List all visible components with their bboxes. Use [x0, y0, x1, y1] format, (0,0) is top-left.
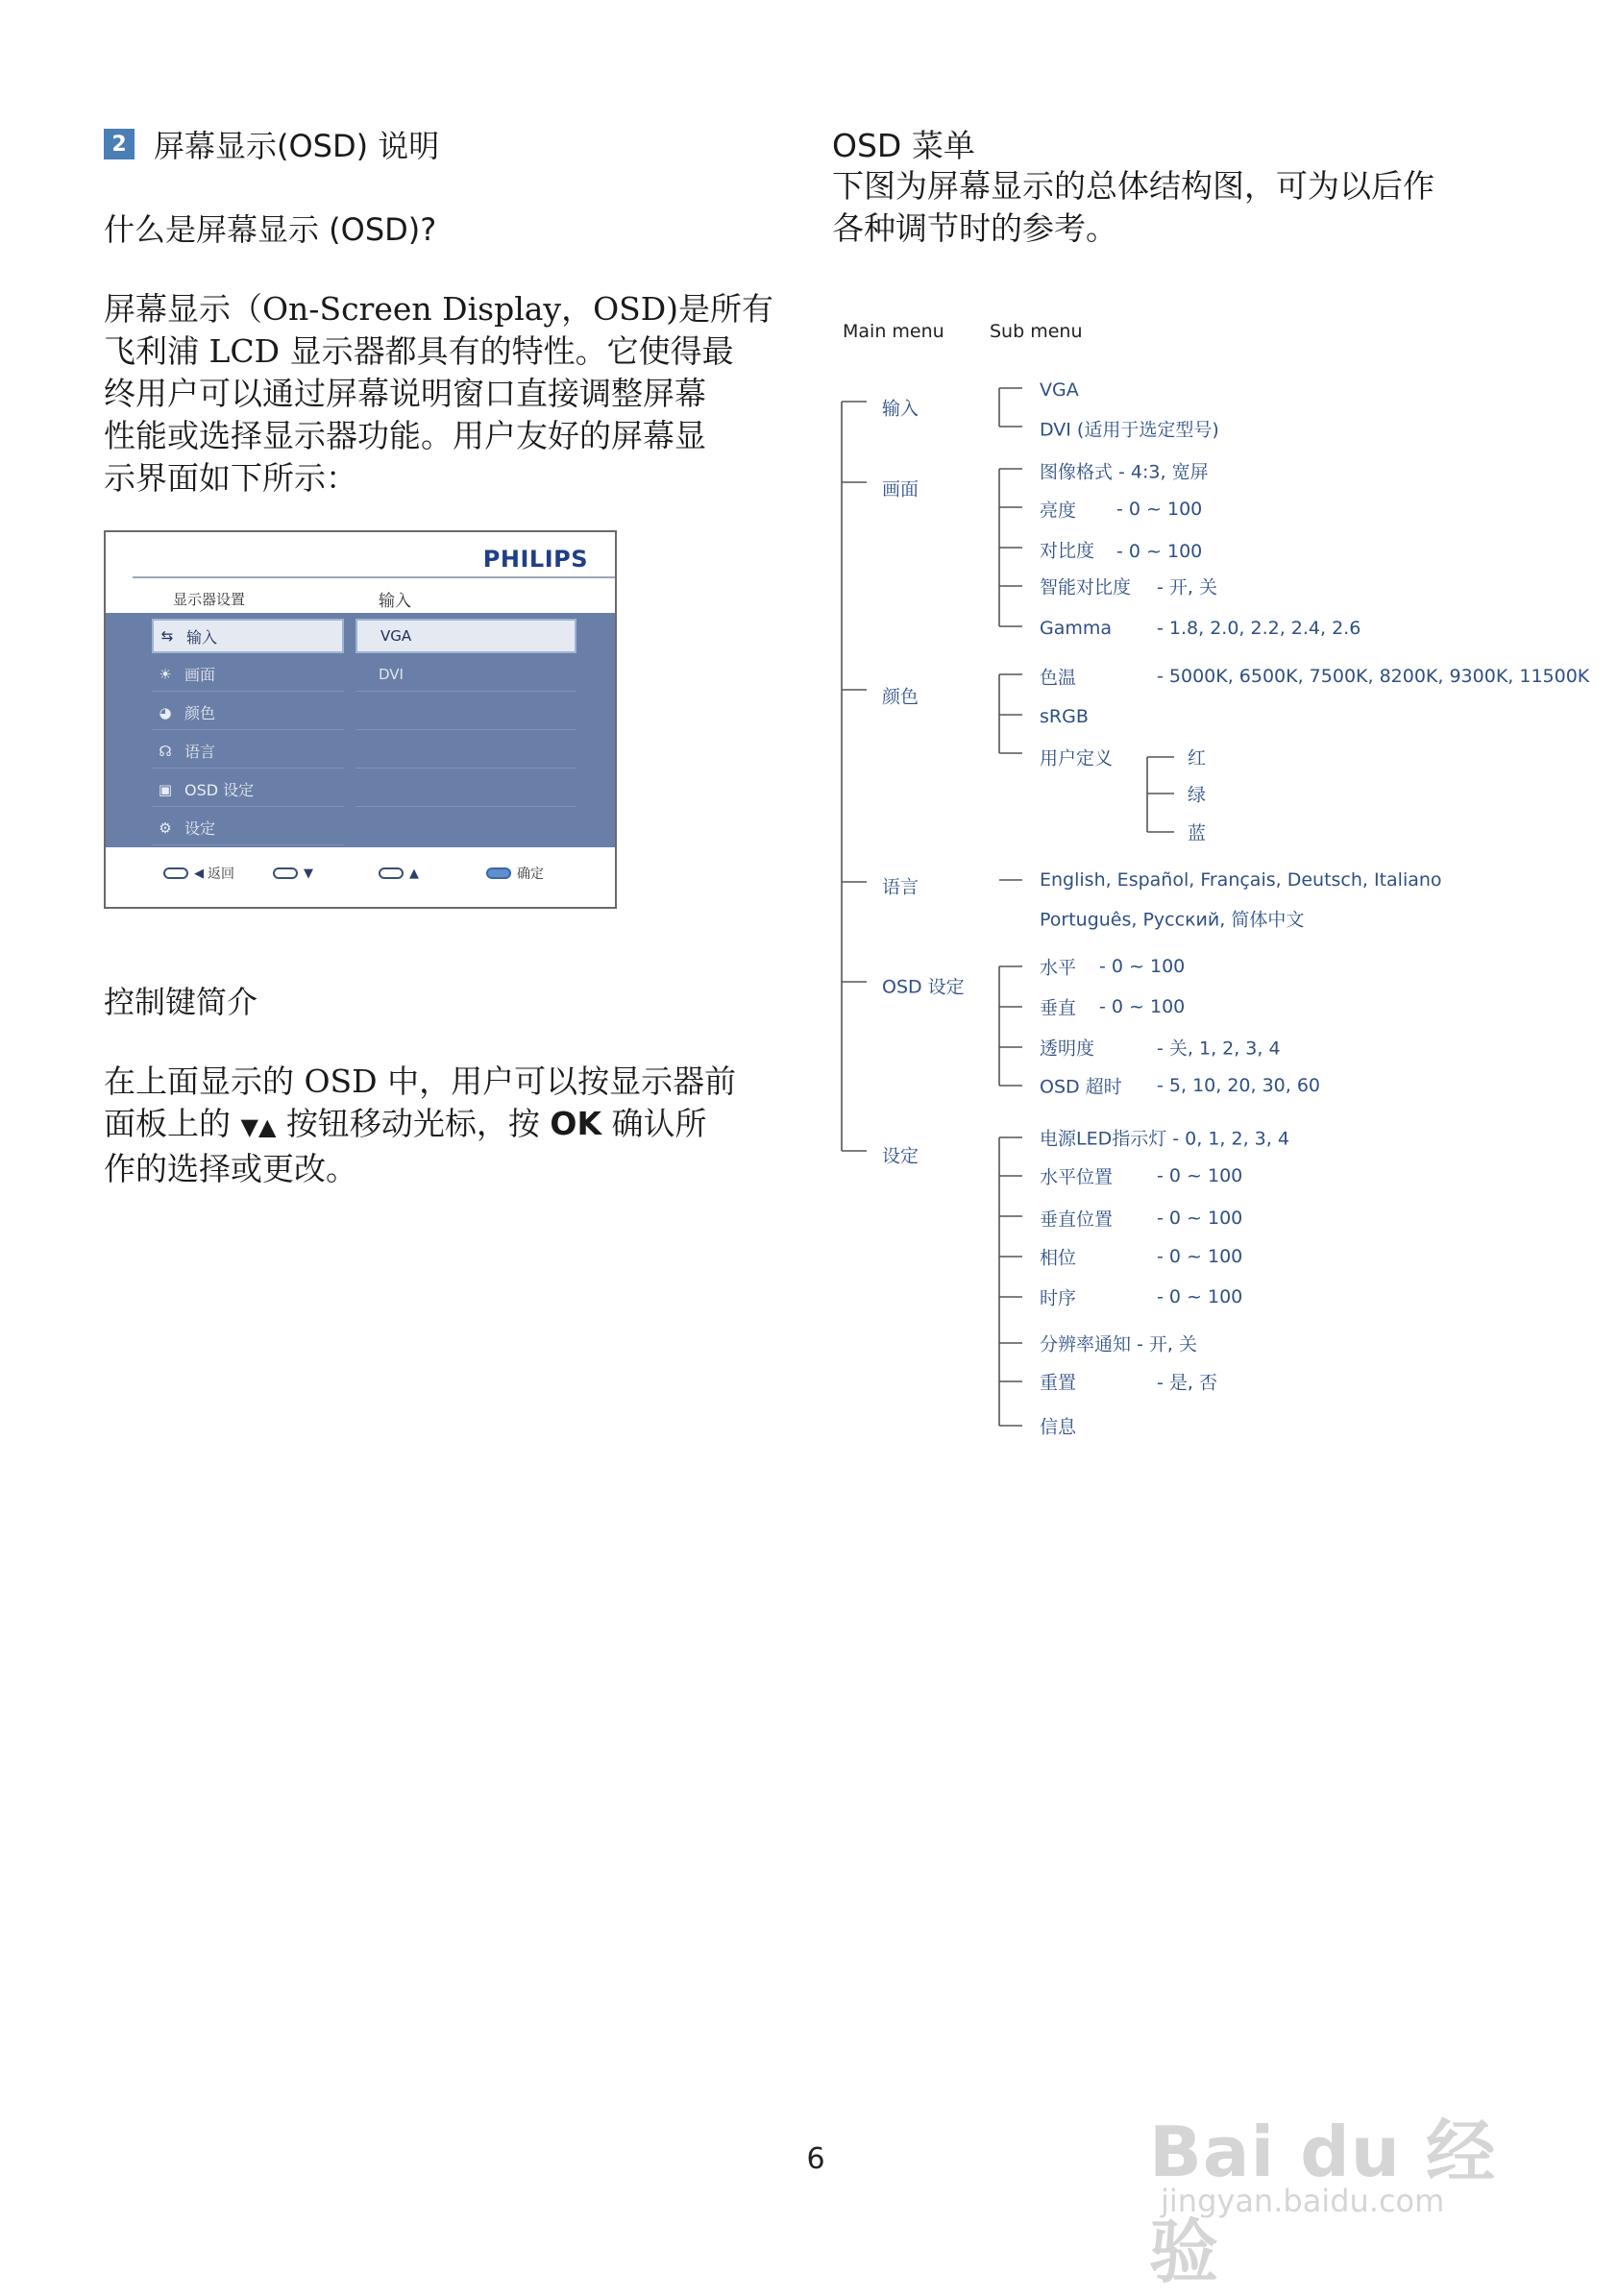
tree-sub-v-position: 垂直位置 — [1040, 1209, 1114, 1231]
watermark-url: jingyan.baidu.com — [1161, 2183, 1445, 2219]
osd-ok-label: 确定 — [517, 867, 544, 882]
tree-sub-vga: VGA — [1040, 379, 1079, 401]
tree-value: - 0 ~ 100 — [1116, 541, 1203, 562]
osd-header-left: 显示器设置 — [173, 590, 246, 608]
brightness-icon: ☀ — [159, 665, 172, 683]
tree-rgb-red: 红 — [1188, 747, 1207, 769]
sub-branch — [999, 1137, 1022, 1426]
osd-menu-label: 输入 — [186, 627, 218, 647]
tree-value: - 0 ~ 100 — [1099, 956, 1186, 977]
tree-value: - 0 ~ 100 — [1099, 996, 1186, 1017]
tree-value: - 0 ~ 100 — [1157, 1246, 1243, 1267]
tree-value: - 0 ~ 100 — [1116, 499, 1203, 520]
baidu-watermark — [1149, 2040, 1553, 2292]
tree-sub-information: 信息 — [1040, 1416, 1077, 1438]
section-title: 屏幕显示(OSD) 说明 — [154, 128, 440, 164]
paragraph-line: 作的选择或更改。 — [104, 1150, 357, 1187]
tree-sub-contrast: 对比度 — [1040, 540, 1095, 562]
paragraph-line: 示界面如下所示： — [104, 459, 357, 497]
text-span: 按钮移动光标，按 — [285, 1105, 540, 1142]
down-arrow-icon: ▼ — [304, 866, 313, 881]
sub-branch — [999, 469, 1022, 626]
tree-sub-h-position: 水平位置 — [1040, 1166, 1114, 1188]
tree-value: - 0 ~ 100 — [1157, 1286, 1243, 1307]
tree-main-picture: 画面 — [882, 478, 919, 501]
tree-rgb-green: 绿 — [1188, 784, 1207, 806]
tree-sub-transparency: 透明度 — [1040, 1038, 1095, 1060]
paragraph-line: 在上面显示的 OSD 中，用户可以按显示器前 — [104, 1063, 737, 1100]
tree-main-setup: 设定 — [882, 1145, 919, 1167]
arrow-keys-icon: ▼▲ — [240, 1113, 277, 1140]
osd-submenu-item-dvi[interactable]: DVI — [355, 657, 576, 692]
main-menu-column-label: Main menu — [843, 321, 944, 342]
sub-menu-column-label: Sub menu — [990, 321, 1083, 342]
tree-sub-clock: 时序 — [1040, 1287, 1077, 1309]
paragraph-line: 各种调节时的参考。 — [832, 209, 1117, 247]
tree-sub-horizontal: 水平 — [1040, 957, 1077, 979]
tree-sub-srgb: sRGB — [1040, 706, 1089, 727]
tree-sub-dvi: DVI (适用于选定型号) — [1040, 419, 1219, 441]
tree-sub-aspect: 图像格式 - 4:3, 宽屏 — [1040, 461, 1209, 483]
tree-value: - 0 ~ 100 — [1157, 1165, 1243, 1186]
tree-value: - 开, 关 — [1157, 576, 1217, 598]
section-number-badge: 2 — [104, 129, 135, 159]
page-number: 6 — [806, 2142, 825, 2176]
tree-sub-osd-timeout: OSD 超时 — [1040, 1076, 1122, 1098]
gear-icon: ⚙ — [159, 818, 172, 837]
tree-sub-color-temp: 色温 — [1040, 667, 1077, 689]
tree-value: - 是, 否 — [1157, 1372, 1217, 1394]
tree-value: - 5000K, 6500K, 7500K, 8200K, 9300K, 11500K — [1157, 666, 1590, 687]
rgb-branch — [1147, 757, 1174, 832]
left-arrow-icon: ◀ — [194, 866, 204, 881]
language-icon: ☊ — [159, 742, 172, 760]
ok-key-label: OK — [550, 1105, 602, 1142]
color-icon: ◕ — [159, 703, 172, 721]
paragraph-line: 终用户可以通过屏幕说明窗口直接调整屏幕 — [104, 375, 706, 412]
tree-sub-power-led: 电源LED指示灯 - 0, 1, 2, 3, 4 — [1040, 1128, 1289, 1150]
osd-submenu-item-vga[interactable]: VGA — [355, 619, 576, 653]
sub-branch — [999, 966, 1022, 1086]
tree-rgb-blue: 蓝 — [1188, 822, 1207, 844]
input-icon: ⇆ — [160, 627, 174, 645]
controls-heading: 控制键简介 — [104, 984, 258, 1020]
tree-sub-languages-1: English, Español, Français, Deutsch, Italiano — [1040, 869, 1442, 891]
paragraph-line: 性能或选择显示器功能。用户友好的屏幕显 — [104, 417, 706, 454]
tree-sub-phase: 相位 — [1040, 1247, 1077, 1269]
tree-sub-vertical: 垂直 — [1040, 997, 1077, 1019]
tree-sub-reset: 重置 — [1040, 1372, 1077, 1394]
up-arrow-icon: ▲ — [409, 866, 419, 881]
tree-sub-smart-contrast: 智能对比度 — [1040, 576, 1132, 598]
text-span: 面板上的 — [104, 1105, 231, 1142]
tree-value: - 1.8, 2.0, 2.2, 2.4, 2.6 — [1157, 618, 1361, 639]
tree-main-color: 颜色 — [882, 686, 919, 708]
tree-value: - 5, 10, 20, 30, 60 — [1157, 1075, 1321, 1096]
osd-header-right: 输入 — [379, 591, 411, 611]
philips-logo: PHILIPS — [482, 546, 588, 573]
text-span: 确认所 — [611, 1105, 707, 1142]
osd-menu-title: OSD 菜单 — [832, 127, 975, 164]
paragraph-line: 飞利浦 LCD 显示器都具有的特性。它使得最 — [104, 332, 734, 370]
osd-settings-icon: ▣ — [158, 780, 173, 798]
osd-back-label: 返回 — [208, 867, 234, 882]
tree-value: - 0 ~ 100 — [1157, 1208, 1243, 1229]
tree-sub-gamma: Gamma — [1040, 618, 1113, 639]
tree-value: - 关, 1, 2, 3, 4 — [1157, 1038, 1281, 1060]
what-is-osd-heading: 什么是屏幕显示 (OSD)? — [104, 211, 437, 248]
tree-sub-brightness: 亮度 — [1040, 500, 1077, 522]
tree-sub-user-defined: 用户定义 — [1040, 747, 1114, 769]
osd-menu-label: 颜色 — [184, 704, 216, 722]
sub-branch — [999, 674, 1022, 753]
watermark-logo-text: Bai du 经验 — [1149, 2112, 1497, 2292]
tree-sub-languages-2: Português, Pyccкий, 简体中文 — [1040, 909, 1305, 931]
osd-menu-label: 画面 — [184, 666, 216, 684]
sub-branch — [999, 388, 1022, 427]
osd-menu-label: 设定 — [184, 819, 216, 838]
osd-menu-label: 语言 — [184, 743, 216, 761]
paragraph-line: 屏幕显示（On-Screen Display，OSD)是所有 — [104, 290, 774, 328]
paragraph-line: 下图为屏幕显示的总体结构图，可为以后作 — [832, 167, 1434, 205]
osd-menu-label: OSD 设定 — [184, 781, 255, 799]
tree-sub-resolution-notice: 分辨率通知 - 开, 关 — [1040, 1333, 1198, 1356]
tree-main-osd-settings: OSD 设定 — [882, 976, 965, 998]
tree-main-input: 输入 — [882, 398, 919, 420]
tree-main-language: 语言 — [882, 876, 919, 898]
